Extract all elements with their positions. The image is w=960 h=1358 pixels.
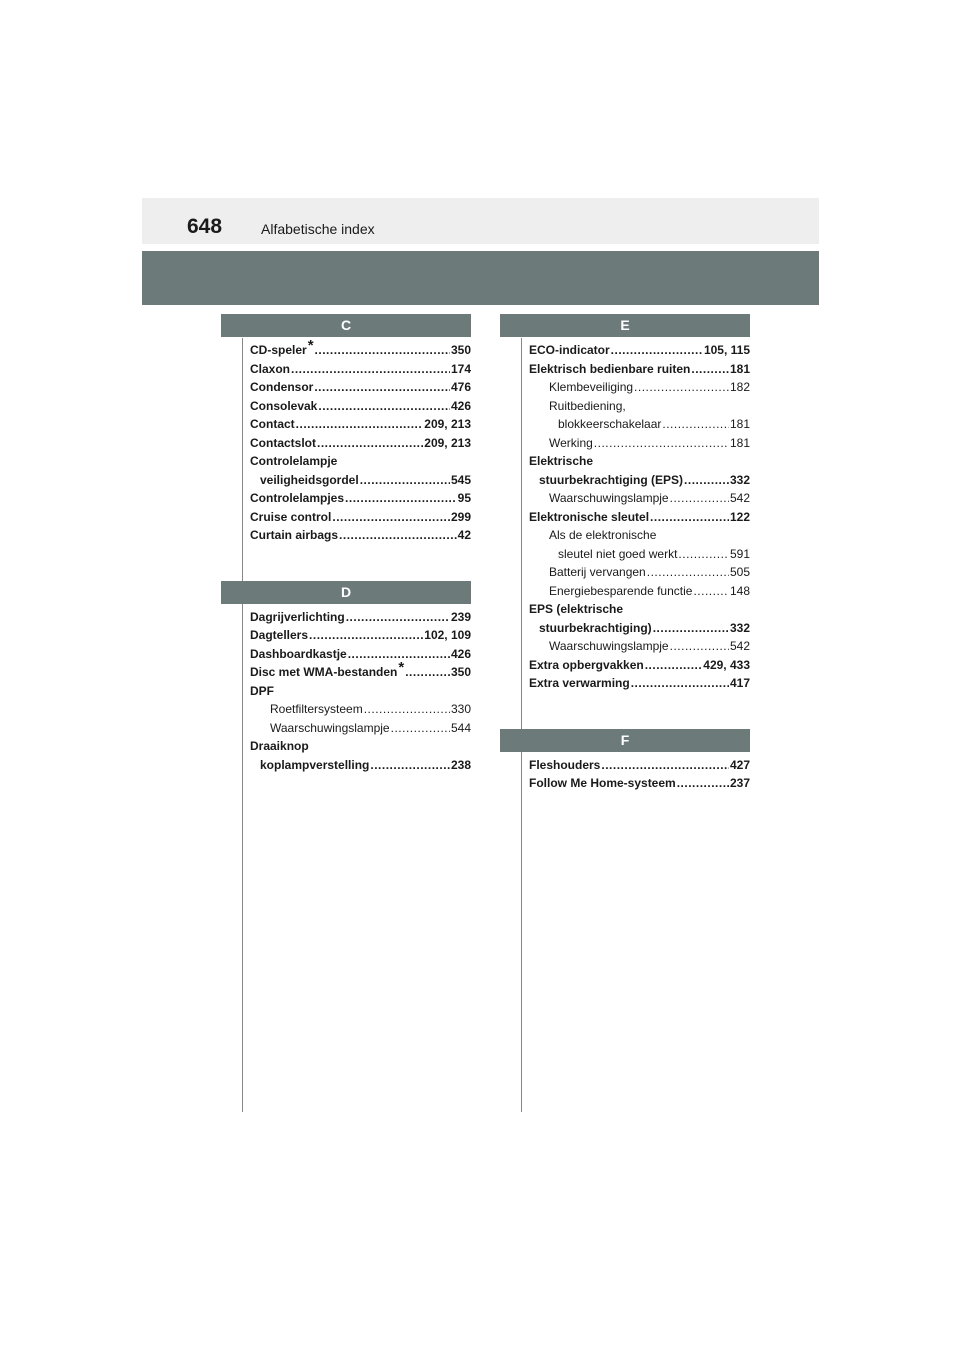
entry-label: Werking xyxy=(549,435,593,450)
entry-label: stuurbekrachtiging (EPS) xyxy=(539,472,684,487)
entry-page-ref: 237 xyxy=(729,776,750,790)
index-entry[interactable] xyxy=(250,719,471,738)
entry-page-ref: 427 xyxy=(729,757,750,772)
page-number: 648 xyxy=(187,215,223,238)
page-section-title: Alfabetische index xyxy=(261,221,375,237)
index-entry[interactable] xyxy=(250,471,471,490)
leader-dots xyxy=(677,774,729,793)
entry-label: Dagtellers xyxy=(250,628,309,642)
entry-label: Extra opbergvakken xyxy=(529,657,644,672)
leader-dots xyxy=(670,489,729,508)
leader-dots xyxy=(391,719,450,738)
index-entry[interactable] xyxy=(529,563,750,582)
leader-dots xyxy=(601,756,729,775)
entry-label: Draaiknop xyxy=(250,739,309,753)
footnote-star-icon: * xyxy=(307,337,314,354)
entry-label: Klembeveiliging xyxy=(549,380,634,394)
leader-dots xyxy=(291,360,450,379)
leader-dots xyxy=(296,415,424,434)
entry-label: Ruitbediening, xyxy=(549,398,626,413)
entry-page-ref: 332 xyxy=(729,472,750,487)
index-entry[interactable] xyxy=(250,508,471,527)
entry-page-ref: 505 xyxy=(729,565,750,579)
leader-dots xyxy=(611,341,703,360)
index-entry[interactable] xyxy=(250,415,471,434)
leader-dots xyxy=(684,471,729,490)
index-entry[interactable] xyxy=(250,645,471,664)
entry-page-ref: 350 xyxy=(450,343,471,357)
leader-dots xyxy=(691,360,729,379)
index-entry[interactable] xyxy=(529,674,750,693)
entry-page-ref: 299 xyxy=(450,509,471,524)
index-entry[interactable] xyxy=(529,341,750,360)
entry-label: DPF xyxy=(250,683,274,698)
section-entries xyxy=(529,752,750,793)
entry-label: Disc met WMA-bestanden* xyxy=(250,659,405,679)
section-header-c: C xyxy=(221,314,471,337)
index-entry[interactable] xyxy=(250,626,471,645)
leader-dots xyxy=(670,637,729,656)
index-entry[interactable] xyxy=(529,774,750,793)
section-entries xyxy=(250,337,471,545)
entry-label: Claxon xyxy=(250,361,291,376)
entry-page-ref: 330 xyxy=(450,702,471,716)
entry-label: Waarschuwingslampje xyxy=(549,639,669,653)
header-bar xyxy=(142,198,819,244)
entry-page-ref: 209, 213 xyxy=(424,435,471,450)
entry-page-ref: 238 xyxy=(450,757,471,772)
leader-dots xyxy=(653,619,729,638)
index-entry[interactable] xyxy=(250,489,471,508)
leader-dots xyxy=(594,434,729,453)
index-entry[interactable] xyxy=(529,526,750,545)
entry-label: stuurbekrachtiging) xyxy=(539,620,652,635)
index-entry[interactable] xyxy=(529,489,750,508)
entry-page-ref: 542 xyxy=(729,639,750,653)
leader-dots xyxy=(314,378,450,397)
index-entry[interactable] xyxy=(529,619,750,638)
index-entry[interactable] xyxy=(529,452,750,471)
leader-dots xyxy=(645,656,703,675)
entry-label: Dashboardkastje xyxy=(250,646,347,661)
section-spacer xyxy=(250,545,471,581)
entry-page-ref: 542 xyxy=(729,491,750,505)
leader-dots xyxy=(309,626,423,645)
index-entry[interactable] xyxy=(529,360,750,379)
entry-page-ref: 95 xyxy=(457,491,471,505)
right-index-column xyxy=(529,314,750,793)
entry-label: Waarschuwingslampje xyxy=(270,720,390,735)
left-index-column xyxy=(250,314,471,774)
entry-label: Controlelampje xyxy=(250,454,338,468)
entry-label: Waarschuwingslampje xyxy=(549,491,669,505)
leader-dots xyxy=(360,471,450,490)
entry-label: EPS (elektrische xyxy=(529,602,624,616)
leader-dots xyxy=(332,508,450,527)
entry-label: Energiebesparende functie xyxy=(549,583,693,598)
entry-label: Roetfiltersysteem xyxy=(270,702,363,716)
entry-label: Controlelampjes xyxy=(250,491,345,505)
entry-page-ref: 332 xyxy=(729,620,750,635)
entry-page-ref: 417 xyxy=(729,676,750,690)
entry-label: Elektronische sleutel xyxy=(529,509,650,524)
entry-page-ref: 181 xyxy=(729,435,750,450)
leader-dots xyxy=(370,756,450,775)
leader-dots xyxy=(693,582,729,601)
index-entry[interactable] xyxy=(529,756,750,775)
index-entry[interactable] xyxy=(529,415,750,434)
index-entry[interactable] xyxy=(250,756,471,775)
index-entry[interactable] xyxy=(250,526,471,545)
entry-label: Consolevak xyxy=(250,398,318,413)
leader-dots xyxy=(647,563,729,582)
entry-label: Als de elektronische xyxy=(549,528,657,542)
index-entry[interactable] xyxy=(529,545,750,564)
index-entry[interactable] xyxy=(250,682,471,701)
index-entry[interactable] xyxy=(250,397,471,416)
index-entry[interactable] xyxy=(250,452,471,471)
leader-dots xyxy=(345,489,457,508)
entry-label: CD-speler* xyxy=(250,337,314,357)
entry-page-ref: 209, 213 xyxy=(424,417,471,431)
index-entry[interactable] xyxy=(250,360,471,379)
entry-page-ref: 148 xyxy=(729,583,750,598)
index-entry[interactable] xyxy=(250,378,471,397)
entry-label: veiligheidsgordel xyxy=(260,472,359,487)
entry-page-ref: 122 xyxy=(729,509,750,524)
entry-page-ref: 591 xyxy=(729,546,750,561)
leader-dots xyxy=(339,526,457,545)
entry-label: Condensor xyxy=(250,380,314,394)
entry-page-ref: 102, 109 xyxy=(424,628,471,642)
entry-page-ref: 239 xyxy=(450,609,471,624)
index-entry[interactable] xyxy=(250,434,471,453)
index-entry[interactable] xyxy=(529,656,750,675)
entry-label: sleutel niet goed werkt xyxy=(558,546,678,561)
leader-dots xyxy=(317,434,423,453)
entry-page-ref: 181 xyxy=(729,361,750,376)
leader-dots xyxy=(631,674,729,693)
entry-label: Curtain airbags xyxy=(250,528,339,542)
section-header-e: E xyxy=(500,314,750,337)
index-entry[interactable] xyxy=(529,434,750,453)
entry-label: Elektrische xyxy=(529,454,594,468)
entry-page-ref: 429, 433 xyxy=(703,657,750,672)
entry-page-ref: 426 xyxy=(450,398,471,413)
entry-label: koplampverstelling xyxy=(260,757,370,772)
index-entry[interactable] xyxy=(250,700,471,719)
entry-label: Dagrijverlichting xyxy=(250,609,345,624)
entry-page-ref: 350 xyxy=(450,665,471,679)
index-entry[interactable] xyxy=(250,337,471,360)
entry-label: Elektrisch bedienbare ruiten xyxy=(529,361,691,376)
entry-page-ref: 42 xyxy=(457,528,471,542)
entry-label: Contact xyxy=(250,417,295,431)
entry-label: Contactslot xyxy=(250,435,316,450)
entry-page-ref: 544 xyxy=(450,720,471,735)
leader-dots xyxy=(346,608,450,627)
leader-dots xyxy=(364,700,450,719)
leader-dots xyxy=(634,378,729,397)
left-column-rule xyxy=(242,338,243,1112)
entry-page-ref: 181 xyxy=(729,417,750,431)
index-entry[interactable] xyxy=(529,600,750,619)
entry-label: Batterij vervangen xyxy=(549,565,646,579)
index-entry[interactable] xyxy=(250,737,471,756)
leader-dots xyxy=(405,663,450,682)
section-entries xyxy=(250,604,471,775)
entry-label: Follow Me Home-systeem xyxy=(529,776,676,790)
section-entries xyxy=(529,337,750,693)
entry-label: ECO-indicator xyxy=(529,343,610,357)
index-entry[interactable] xyxy=(529,378,750,397)
leader-dots xyxy=(650,508,729,527)
index-entry[interactable] xyxy=(529,637,750,656)
leader-dots xyxy=(315,341,450,360)
entry-page-ref: 476 xyxy=(450,380,471,394)
section-header-f: F xyxy=(500,729,750,752)
leader-dots xyxy=(678,545,729,564)
entry-label: Fleshouders xyxy=(529,757,601,772)
leader-dots xyxy=(662,415,729,434)
right-column-rule xyxy=(521,338,522,1112)
index-entry[interactable] xyxy=(529,397,750,416)
entry-page-ref: 174 xyxy=(450,361,471,376)
entry-page-ref: 105, 115 xyxy=(703,343,750,357)
entry-page-ref: 182 xyxy=(729,380,750,394)
index-entry[interactable] xyxy=(529,582,750,601)
index-entry[interactable] xyxy=(250,659,471,682)
index-entry[interactable] xyxy=(529,471,750,490)
entry-page-ref: 545 xyxy=(450,472,471,487)
entry-label: blokkeerschakelaar xyxy=(558,417,662,431)
index-entry[interactable] xyxy=(529,508,750,527)
section-spacer xyxy=(529,693,750,729)
entry-label: Extra verwarming xyxy=(529,676,630,690)
entry-page-ref: 426 xyxy=(450,646,471,661)
chapter-banner xyxy=(142,251,819,305)
index-entry[interactable] xyxy=(250,608,471,627)
leader-dots xyxy=(318,397,450,416)
entry-label: Cruise control xyxy=(250,509,332,524)
section-header-d: D xyxy=(221,581,471,604)
footnote-star-icon: * xyxy=(398,659,405,676)
